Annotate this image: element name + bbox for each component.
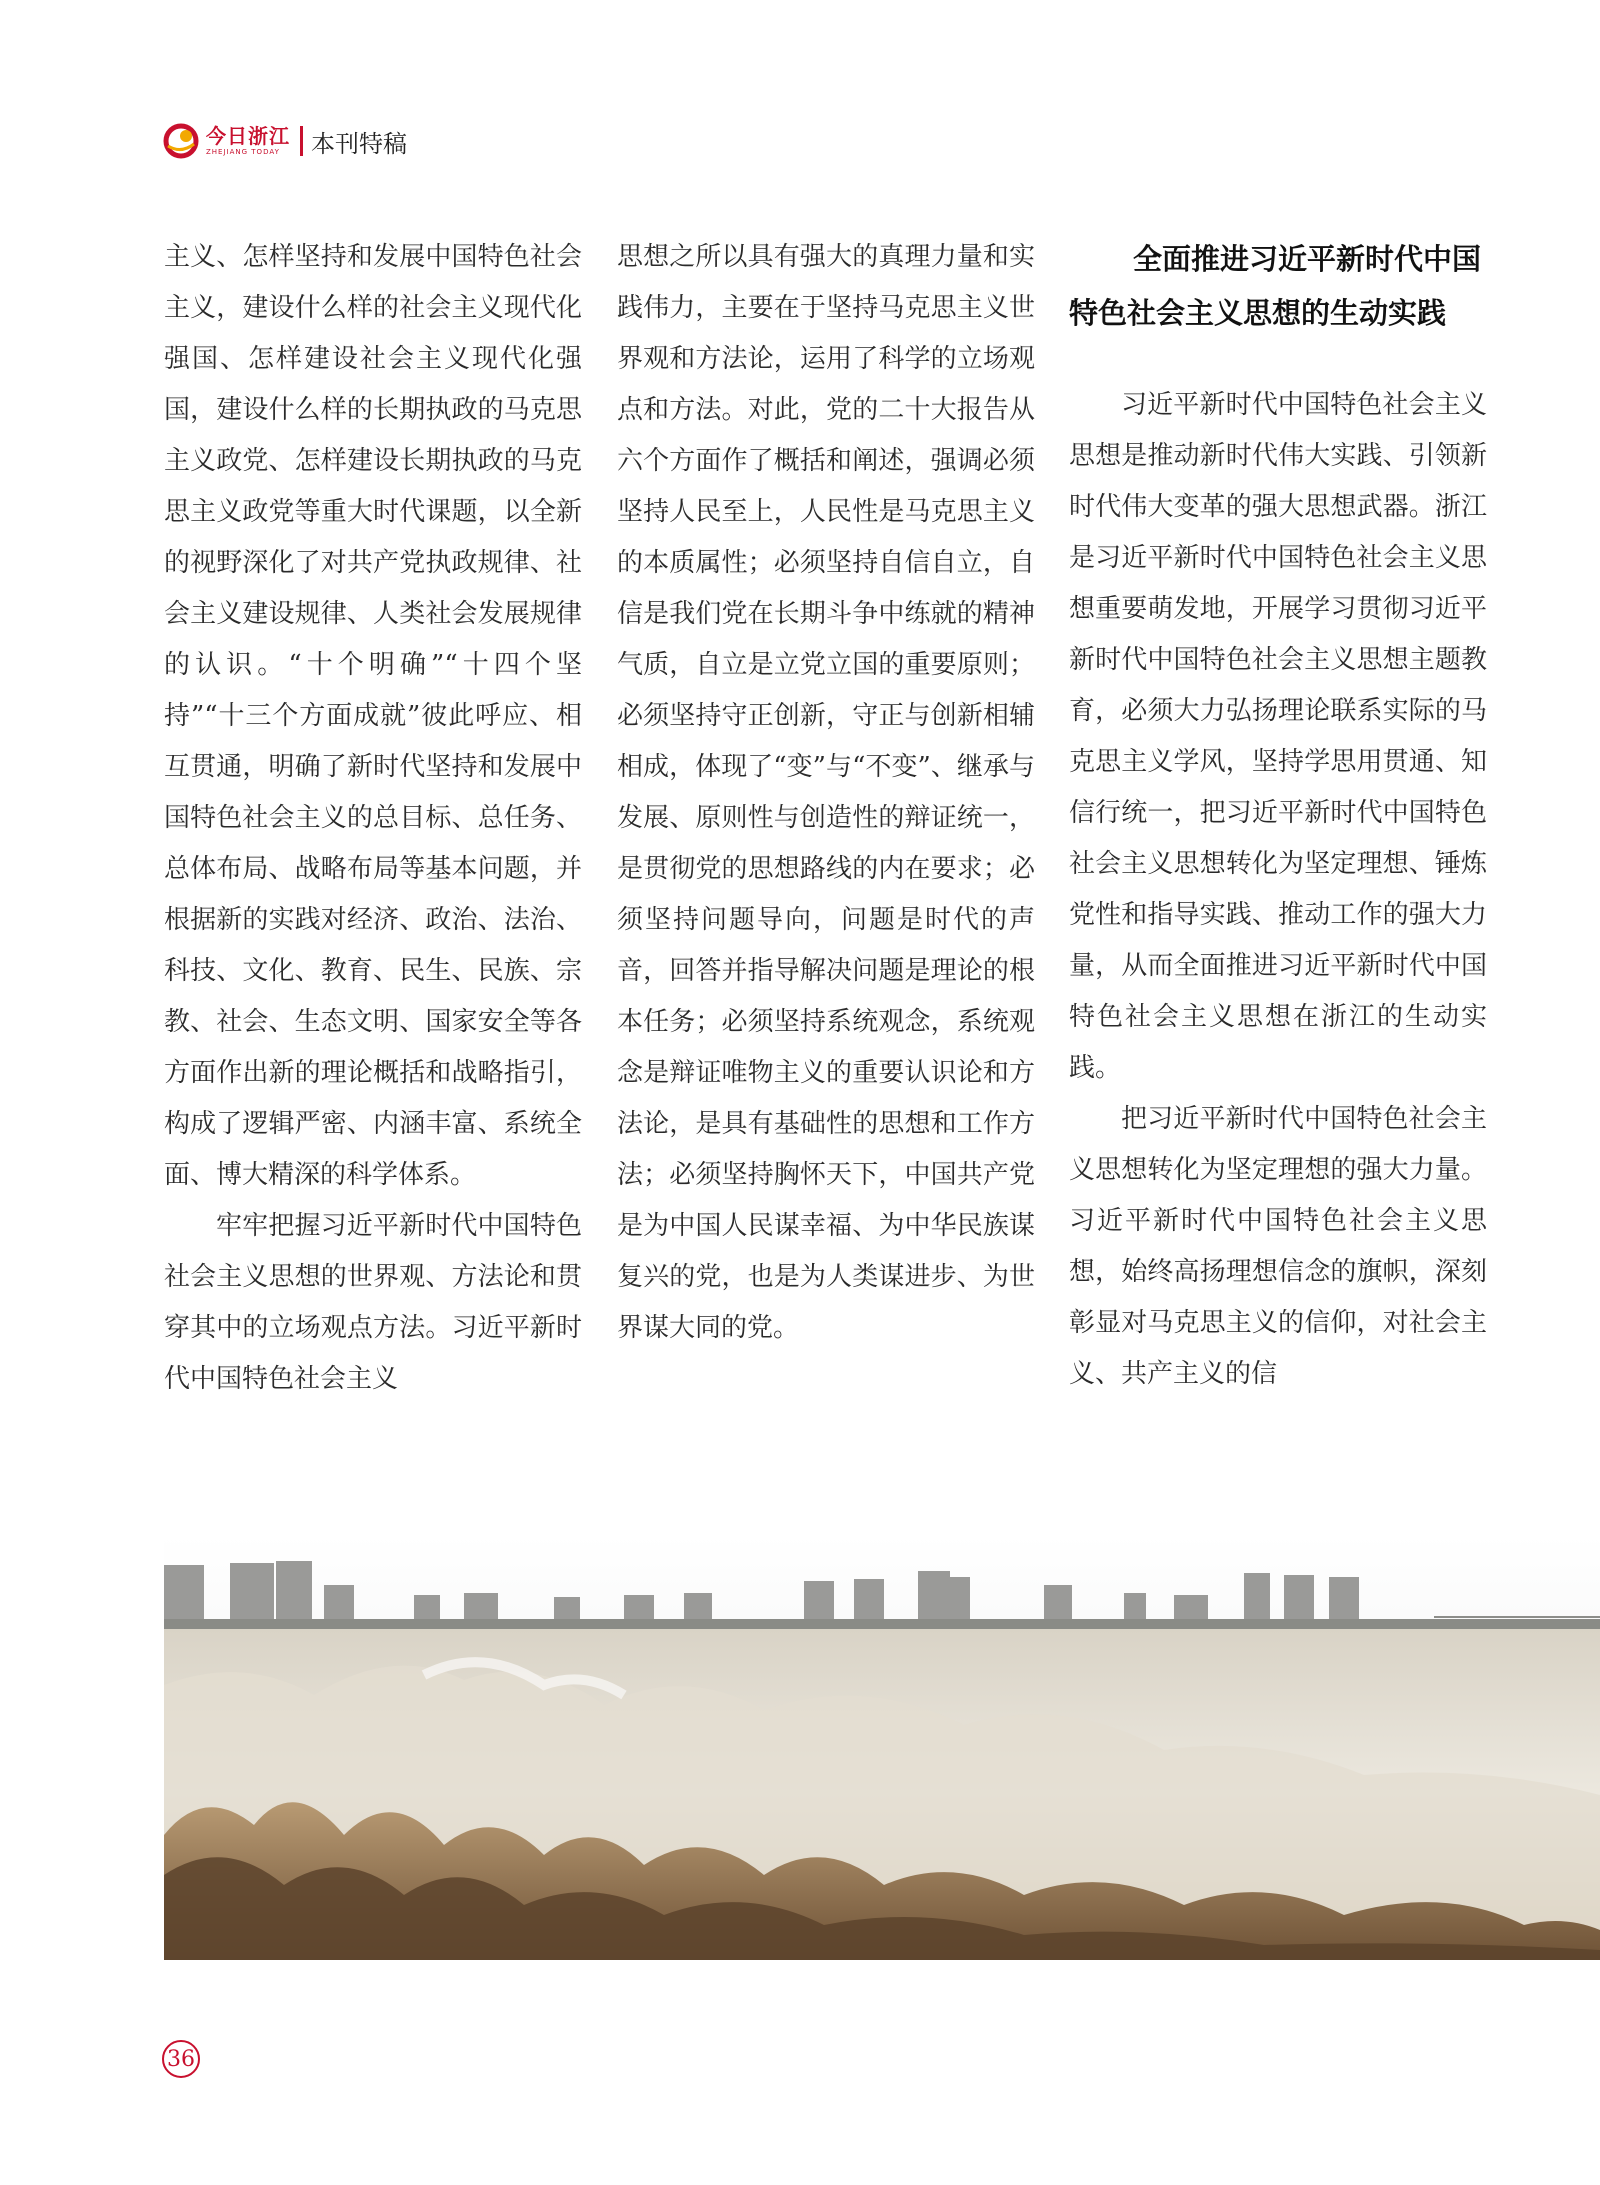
- section-heading-line: 特色社会主义思想的生动实践: [1069, 296, 1447, 330]
- logo-text: [206, 126, 290, 156]
- article-column-2: [617, 232, 1035, 1354]
- paragraph-lead: 牢牢把握习近平新时代中国特色社会主义思想的世界观、方法论和贯穿其中的立场观点方法。: [164, 1211, 582, 1343]
- logo-chinese: 今日浙江: [206, 124, 290, 148]
- header-divider: [300, 126, 303, 156]
- paragraph: [1069, 1094, 1487, 1400]
- page-number: 36: [162, 2040, 200, 2078]
- paragraph-lead: 把习近平新时代中国特色社会主义思想转化为坚定理想的强大力量。: [1069, 1104, 1487, 1185]
- tidal-bore-photo: [164, 1535, 1600, 1960]
- paragraph-body: 习近平新时代中国特色社会主义思想，始终高扬理想信念的旗帜，深刻彰显对马克思主义的信仰，对社会主义、共产主义的信: [1069, 1206, 1487, 1389]
- section-heading-line: 全面推进习近平新时代中国: [1133, 242, 1482, 276]
- paragraph: 思想之所以具有强大的真理力量和实践伟力，主要在于坚持马克思主义世界观和方法论，运用了科学的立场观点和方法。对此，党的二十大报告从六个方面作了概括和阐述，强调必须坚持人民至上，人民性是马克思主义的本质属性；必须坚持自信自立，自信是我们党在长期斗争中练就的精神气质，自立是立党立国的重要原则；必须坚持守正创新，守正与创新相辅相成，体现了“变”与“不变”、继承与发展、原则性与创造性的辩证统一，是贯彻党的思想路线的内在要求；必须坚持问题导向，问题是时代的声音，回答并指导解决问题是理论的根本任务；必须坚持系统观念，系统观念是辩证唯物主义的重要认识论和方法论，是具有基础性的思想和工作方法；必须坚持胸怀天下，中国共产党是为中国人民谋幸福、为中华民族谋复兴的党，也是为人类谋进步、为世界谋大同的党。: [617, 242, 1035, 1343]
- paragraph-body: 习近平新时代中国特色社会主义: [164, 1313, 582, 1394]
- section-name: 本刊特稿: [311, 129, 407, 158]
- paragraph: [164, 1201, 582, 1405]
- paragraph: 习近平新时代中国特色社会主义思想是推动新时代伟大实践、引领新时代伟大变革的强大思想武器。浙江是习近平新时代中国特色社会主义思想重要萌发地，开展学习贯彻习近平新时代中国特色社会主义思想主题教育，必须大力弘扬理论联系实际的马克思主义学风，坚持学思用贯通、知信行统一，把习近平新时代中国特色社会主义思想转化为坚定理想、锤炼党性和指导实践、推动工作的强大力量，从而全面推进习近平新时代中国特色社会主义思想在浙江的生动实践。: [1069, 390, 1487, 1083]
- logo-english: ZHEJIANG TODAY: [206, 148, 280, 156]
- zhejiang-today-logo-icon: [162, 122, 200, 160]
- article-column-1: [164, 232, 582, 1405]
- section-heading: [1069, 232, 1487, 340]
- page-header: [162, 118, 407, 164]
- paragraph: 主义、怎样坚持和发展中国特色社会主义，建设什么样的社会主义现代化强国、怎样建设社会主义现代化强国，建设什么样的长期执政的马克思主义政党、怎样建设长期执政的马克思主义政党等重大时代课题，以全新的视野深化了对共产党执政规律、社会主义建设规律、人类社会发展规律的认识。“十个明确”“十四个坚持”“十三个方面成就”彼此呼应、相互贯通，明确了新时代坚持和发展中国特色社会主义的总目标、总任务、总体布局、战略布局等基本问题，并根据新的实践对经济、政治、法治、科技、文化、教育、民生、民族、宗教、社会、生态文明、国家安全等各方面作出新的理论概括和战略指引，构成了逻辑严密、内涵丰富、系统全面、博大精深的科学体系。: [164, 242, 582, 1190]
- article-column-3: [1069, 232, 1487, 1400]
- tidal-bore-image: [164, 1535, 1600, 1960]
